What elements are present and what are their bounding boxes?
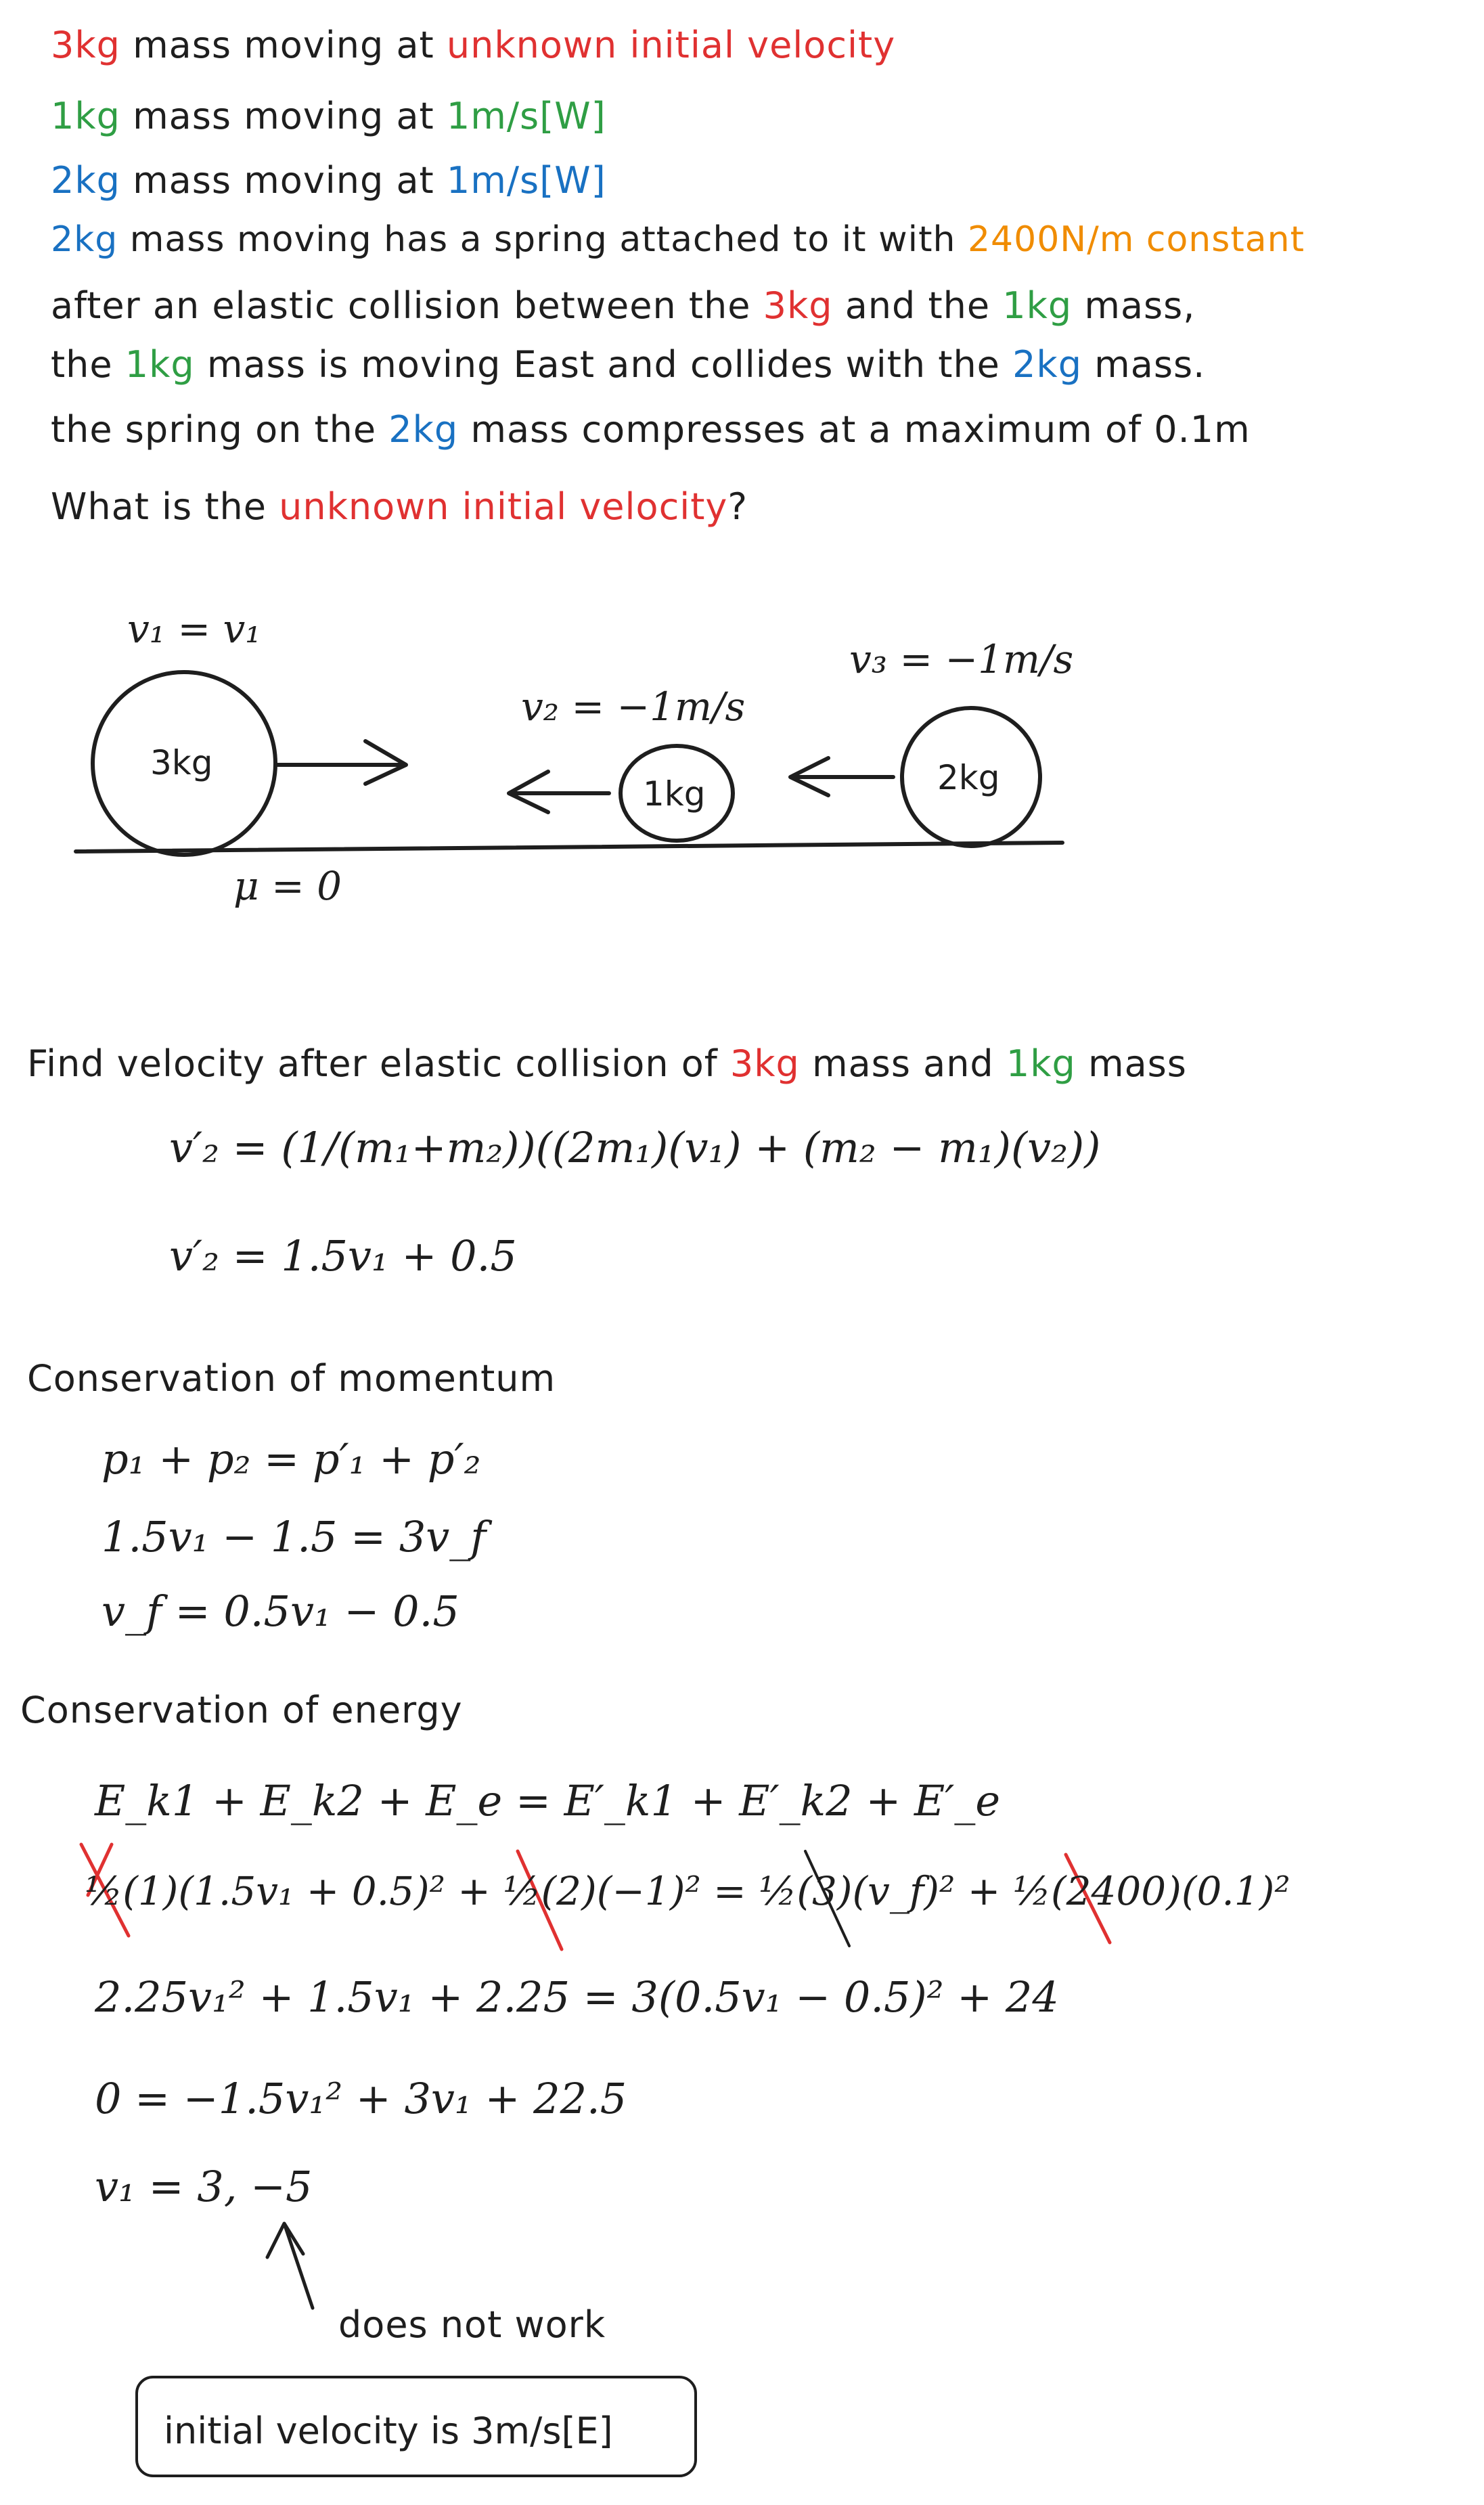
section3-eq4: 0 = −1.5v₁² + 3v₁ + 22.5 (95, 2074, 627, 2123)
section3-heading: Conservation of energy (20, 1689, 463, 1731)
answer-box (135, 2376, 697, 2477)
v1-label: v₁ = v₁ (127, 606, 261, 652)
ball-3kg-label: 3kg (150, 743, 213, 782)
section1-eq1: v′₂ = (1/(m₁+m₂))((2m₁)(v₁) + (m₂ − m₁)(v₂)) (169, 1123, 1101, 1172)
problem-line-7: the spring on the 2kg mass compresses at a maximum of 0.1m (51, 408, 1251, 451)
problem-line-1: 3kg mass moving at unknown initial velocity (51, 24, 896, 66)
section2-heading: Conservation of momentum (27, 1357, 556, 1400)
answer-text: initial velocity is 3m/s[E] (164, 2410, 613, 2452)
section1-eq2: v′₂ = 1.5v₁ + 0.5 (169, 1231, 517, 1281)
problem-line-4: 2kg mass moving has a spring attached to it with 2400N/m constant (51, 219, 1305, 260)
arrow-left-2kg (790, 758, 893, 795)
ball-1kg-label: 1kg (643, 774, 706, 814)
arrow-up-note (267, 2223, 313, 2308)
arrow-right-3kg (276, 741, 406, 784)
v2-label: v₂ = −1m/s (521, 684, 746, 730)
mu-label: μ = 0 (233, 863, 342, 909)
problem-line-5: after an elastic collision between the 3kg and the 1kg mass, (51, 284, 1196, 327)
section2-eq1: p₁ + p₂ = p′₁ + p′₂ (102, 1434, 481, 1484)
ball-2kg-label: 2kg (937, 758, 1000, 797)
section1-heading: Find velocity after elastic collision of 3kg mass and 1kg mass (27, 1042, 1187, 1085)
section3-eq3: 2.25v₁² + 1.5v₁ + 2.25 = 3(0.5v₁ − 0.5)² + 24 (95, 1972, 1059, 2022)
does-not-work-note: does not work (338, 2303, 606, 2346)
problem-line-6: the 1kg mass is moving East and collides with the 2kg mass. (51, 343, 1206, 386)
section3-eq1: E_k1 + E_k2 + E_e = E′_k1 + E′_k2 + E′_e (95, 1776, 1001, 1825)
problem-line-2: 1kg mass moving at 1m/s[W] (51, 95, 606, 137)
section2-eq2: 1.5v₁ − 1.5 = 3v_f (102, 1512, 487, 1561)
v3-label: v₃ = −1m/s (849, 636, 1074, 682)
section3-eq2: ½(1)(1.5v₁ + 0.5)² + ½(2)(−1)² = ½(3)(v_f)² + ½(2400)(0.1)² (85, 1868, 1290, 1914)
section3-eq5: v₁ = 3, −5 (95, 2162, 313, 2211)
section2-eq3: v_f = 0.5v₁ − 0.5 (102, 1587, 459, 1636)
question-line: What is the unknown initial velocity? (51, 485, 748, 528)
arrow-left-1kg (509, 772, 609, 812)
problem-line-3: 2kg mass moving at 1m/s[W] (51, 159, 606, 202)
